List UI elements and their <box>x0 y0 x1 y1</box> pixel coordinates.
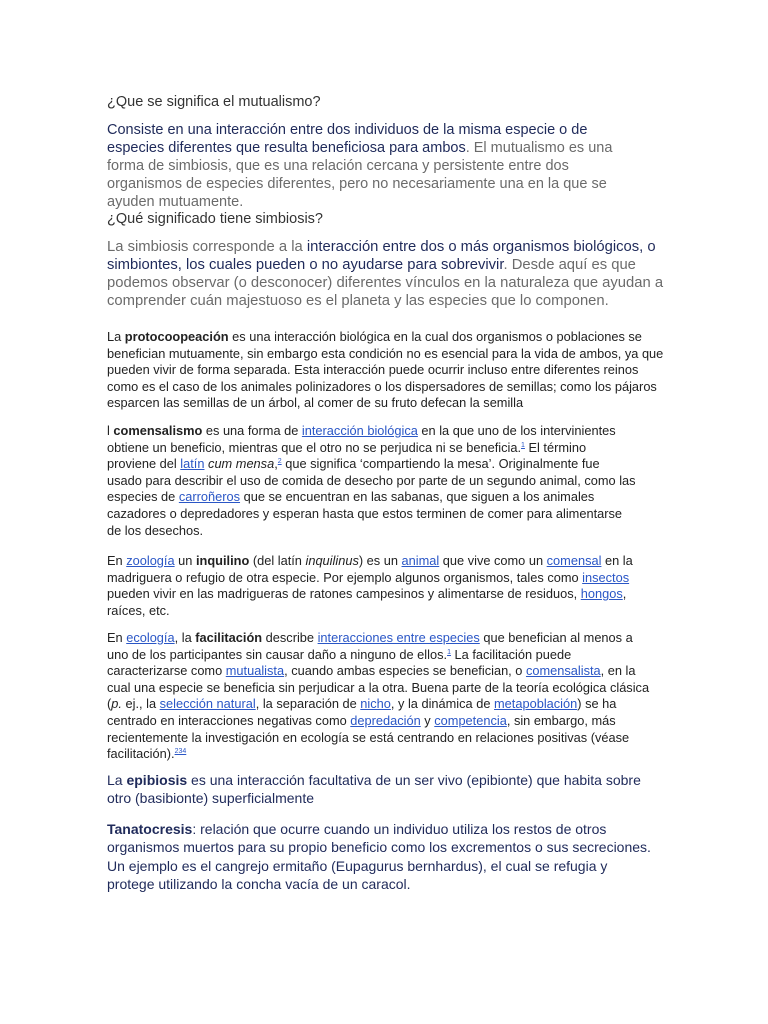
link-metapoblacion[interactable]: metapoblación <box>494 696 578 712</box>
term-tanatocresis: Tanatocresis <box>107 821 193 837</box>
link-ecologia[interactable]: ecología <box>126 630 175 645</box>
term-protocooperacion: protocoopeación <box>124 329 229 344</box>
heading-simbiosis: ¿Qué significado tiene simbiosis? <box>107 211 323 227</box>
link-latin[interactable]: latín <box>180 456 205 472</box>
term-comensalismo: comensalismo <box>113 423 203 438</box>
link-mutualista[interactable]: mutualista <box>225 663 285 679</box>
paragraph-tanatocresis: Tanatocresis: relación que ocurre cuando un individuo utiliza los restos de otros organismos muertos para su propio beneficio como los excrementos o sus secreciones. Un ejemplo es el cangrejo ermitaño (Eupagurus bernhardus), el cual se refugia y protege utilizando la concha vacía de un caracol. <box>107 821 651 893</box>
term-inquilino: inquilino <box>195 553 250 568</box>
link-comensalista[interactable]: comensalista <box>525 663 601 679</box>
link-comensal[interactable]: comensal <box>546 553 602 568</box>
ref-link-facilitacion-234[interactable]: 234 <box>174 748 187 756</box>
paragraph-comensalismo: l comensalismo es una forma de interacción biológica en la que uno de los intervinientes obtiene un beneficio, mientras que el otro no se perjudica ni se beneficia.$^1$ El término proviene del latín cum mensa,$^2$ que significa ‘compartiendo la mesa’. Originalmente fue usado para describir el uso de comida de desecho por parte de un segundo animal, como las especies de carroñeros que se encuentran en las sabanas, que siguen a los animales cazadores o depredadores y esperan hasta que estos terminen de comer para alimentarse de los desechos. <box>107 423 636 538</box>
link-interaccion-biologica[interactable]: interacción biológica <box>301 423 418 438</box>
link-competencia[interactable]: competencia <box>434 712 507 728</box>
link-nicho[interactable]: nicho <box>360 696 391 712</box>
paragraph-epibiosis: La epibiosis es una interacción facultativa de un ser vivo (epibionte) que habita sobre otro (basibionte) superficialmente <box>107 772 641 806</box>
term-epibiosis: epibiosis <box>126 772 188 788</box>
link-carroneros[interactable]: carroñeros <box>178 489 241 505</box>
paragraph-simbiosis: La simbiosis corresponde a la interacción entre dos o más organismos biológicos, o simbiontes, los cuales pueden o no ayudarse para sobrevivir. Desde aquí es que podemos observar (o desconocer) diferentes vínculos en la naturaleza que ayudan a comprender cuán majestuoso es el planeta y las especies que lo componen. <box>107 239 664 309</box>
link-seleccion-natural[interactable]: selección natural <box>159 696 256 712</box>
link-animal[interactable]: animal <box>401 553 440 568</box>
paragraph-mutualismo: Consiste en una interacción entre dos individuos de la misma especie o de especies diferentes que resulta beneficiosa para ambos. El mutualismo es una forma de simbiosis, que es una relación cercana y persistente entre dos organismos de especies diferentes, pero no necesariamente una en la que se ayuden mutuamente. <box>107 122 613 210</box>
link-interacciones-entre-especies[interactable]: interacciones entre especies <box>317 630 480 645</box>
ref-link-facilitacion-1[interactable]: 1 <box>447 648 451 656</box>
link-zoologia[interactable]: zoología <box>126 553 175 568</box>
link-hongos[interactable]: hongos <box>580 586 623 602</box>
heading-mutualismo: ¿Que se significa el mutualismo? <box>107 94 321 110</box>
paragraph-inquilino: En zoología un inquilino (del latín inquilinus) es un animal que vive como un comensal en la madriguera o refugio de otra especie. Por ejemplo algunos organismos, tales como insectos pueden vivir en las madrigueras de ratones campesinos y alimentarse de residuos, hongos, raíces, etc. <box>107 553 633 618</box>
ref-link-2[interactable]: 2 <box>277 458 282 466</box>
link-depredacion[interactable]: depredación <box>350 712 421 728</box>
paragraph-facilitacion: En ecología, la facilitación describe interacciones entre especies que benefician al menos a uno de los participantes sin causar daño a ninguno de ellos.$^1$ La facilitación puede caracterizarse como mutualista, cuando ambas especies se benefician, o comensalista, en la cual una especie se beneficia sin perjudicar a la otra. Buena parte de la teoría ecológica clásica (p. ej., la selección natural, la separación de nicho, y la dinámica de metapoblación) se ha centrado en interacciones negativas como depredación y competencia, sin embargo, más recientemente la investigación en ecología se está centrando en relaciones positivas (véase facilitación).$^{234}$ <box>107 630 650 762</box>
ref-link-1[interactable]: 1 <box>521 441 525 449</box>
link-insectos[interactable]: insectos <box>582 569 630 585</box>
term-facilitacion: facilitación <box>195 630 263 645</box>
paragraph-protocooperacion: La protocoopeación es una interacción biológica en la cual dos organismos o poblaciones se benefician mutuamente, sin embargo esta condición no es esencial para la vida de ambos, ya que pueden vivir de forma separada. Esta interacción puede ocurrir incluso entre diferentes reinos como es el caso de los animales polinizadores o los dispersadores de semillas; como los pájaros esparcen las semillas de un árbol, al comer de su fruto defecan la semilla <box>107 329 664 411</box>
